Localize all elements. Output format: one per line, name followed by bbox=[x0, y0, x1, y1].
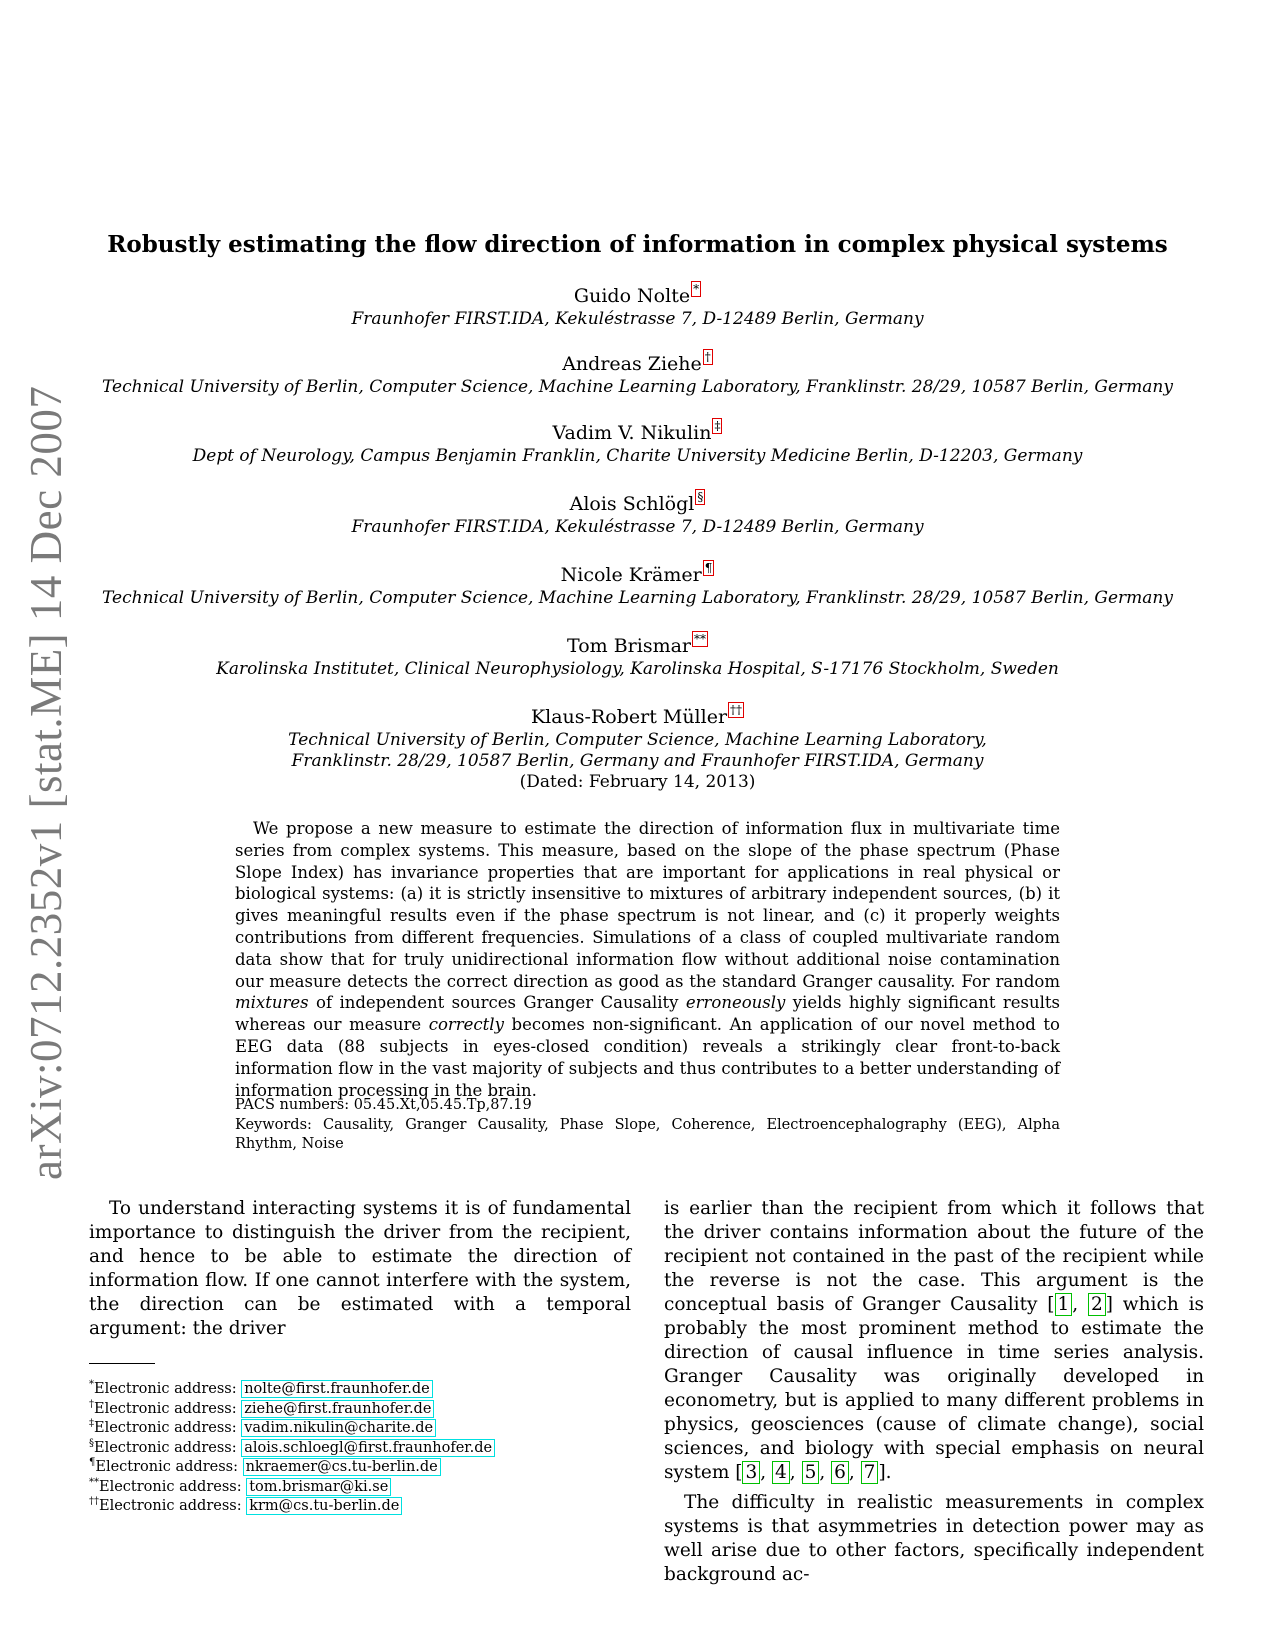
footnote: †Electronic address: ziehe@first.fraunhofer.de bbox=[89, 1400, 609, 1420]
arxiv-sidebar-stamp: arXiv:0712.2352v1 [stat.ME] 14 Dec 2007 bbox=[21, 385, 71, 1180]
body-left-column: To understand interacting systems it is of fundamental importance to distinguish the driver from the recipient, and hence to be able to estimate the direction of information flow. If one cannot interfere with the system, the direction can be estimated with a temporal argument: the driver bbox=[89, 1198, 631, 1339]
author-block bbox=[0, 351, 1275, 398]
author-block bbox=[0, 420, 1275, 467]
author-name: Tom Brismar ** bbox=[567, 632, 706, 657]
footnote: ¶Electronic address: nkraemer@cs.tu-berlin.de bbox=[89, 1458, 609, 1478]
body-paragraph: The difficulty in realistic measurements in complex systems is that asymmetries in detection power may as well arise due to other factors, specifically independent background ac- bbox=[664, 1492, 1204, 1585]
author-block bbox=[0, 562, 1275, 609]
email-link[interactable]: krm@cs.tu-berlin.de bbox=[246, 1497, 402, 1515]
footnotes bbox=[89, 1380, 609, 1517]
email-link[interactable]: vadim.nikulin@charite.de bbox=[241, 1419, 436, 1437]
pacs-keywords bbox=[235, 1096, 1060, 1155]
footnote-link[interactable]: § bbox=[697, 490, 704, 504]
pacs-numbers: PACS numbers: 05.45.Xt,05.45.Tp,87.19 bbox=[235, 1097, 532, 1113]
email-link[interactable]: tom.brismar@ki.se bbox=[246, 1478, 391, 1496]
footnote: ‡Electronic address: vadim.nikulin@charite.de bbox=[89, 1419, 609, 1439]
footnote-link[interactable]: †† bbox=[730, 703, 743, 717]
footnote-link[interactable]: * bbox=[693, 282, 700, 296]
footnote: ††Electronic address: krm@cs.tu-berlin.de bbox=[89, 1497, 609, 1517]
author-name: Guido Nolte * bbox=[573, 282, 700, 307]
paper-title: Robustly estimating the flow direction of information in complex physical systems bbox=[107, 231, 1168, 258]
citation-link[interactable]: 7 bbox=[861, 1461, 879, 1484]
citation-link[interactable]: 4 bbox=[772, 1461, 790, 1484]
email-link[interactable]: nolte@first.fraunhofer.de bbox=[241, 1380, 433, 1398]
footnote-link[interactable]: † bbox=[704, 350, 711, 364]
author-block bbox=[0, 633, 1275, 680]
author-block bbox=[0, 283, 1275, 330]
author-affiliation: Dept of Neurology, Campus Benjamin Franklin, Charite University Medicine Berlin, D-12203, Germany bbox=[192, 446, 1083, 466]
body-right-column bbox=[664, 1197, 1204, 1587]
author-name: Andreas Ziehe † bbox=[562, 350, 711, 375]
email-link[interactable]: alois.schloegl@first.fraunhofer.de bbox=[241, 1439, 495, 1457]
footnote-link[interactable]: ‡ bbox=[714, 419, 721, 433]
author-affiliation: Technical University of Berlin, Computer Science, Machine Learning Laboratory, Franklinstr. 28/29, 10587 Berlin, Germany bbox=[102, 588, 1173, 608]
citation-link[interactable]: 6 bbox=[831, 1461, 849, 1484]
author-block bbox=[0, 704, 1275, 793]
author-affiliation: Karolinska Institutet, Clinical Neurophysiology, Karolinska Hospital, S-17176 Stockholm, Sweden bbox=[216, 659, 1059, 679]
abstract: We propose a new measure to estimate the direction of information flux in multivariate time series from complex systems. This measure, based on the slope of the phase spectrum (Phase Slope Index) has invariance properties that are important for applications in real physical or biological systems: (a) it is strictly insensitive to mixtures of arbitrary independent sources, (b) it gives meaningful results even if the phase spectrum is not linear, and (c) it properly weights contributions from different frequencies. Simulations of a class of coupled multivariate random data show that for truly unidirectional information flow without additional noise contamination our measure detects the correct direction as good as the standard Granger causality. For random mixtures of independent sources Granger Causality erroneously yields highly significant results whereas our measure correctly becomes non-significant. An application of our novel method to EEG data (88 subjects in eyes-closed condition) reveals a strikingly clear front-to-back information flow in the vast majority of subjects and thus contributes to a better understanding of information processing in the brain. bbox=[235, 819, 1060, 1100]
email-link[interactable]: ziehe@first.fraunhofer.de bbox=[241, 1400, 434, 1418]
footnote: *Electronic address: nolte@first.fraunhofer.de bbox=[89, 1380, 609, 1400]
citation-link[interactable]: 1 bbox=[1055, 1293, 1073, 1316]
author-name: Vadim V. Nikulin ‡ bbox=[552, 419, 721, 444]
citation-link[interactable]: 5 bbox=[802, 1461, 820, 1484]
citation-link[interactable]: 2 bbox=[1088, 1293, 1106, 1316]
footnote: §Electronic address: alois.schloegl@first.fraunhofer.de bbox=[89, 1439, 609, 1459]
author-affiliation: Fraunhofer FIRST.IDA, Kekuléstrasse 7, D-12489 Berlin, Germany bbox=[351, 517, 924, 537]
author-affiliation: Fraunhofer FIRST.IDA, Kekuléstrasse 7, D-12489 Berlin, Germany bbox=[351, 309, 924, 329]
author-name: Nicole Krämer ¶ bbox=[560, 561, 713, 586]
footnote-link[interactable]: ** bbox=[694, 632, 706, 646]
dated-line: (Dated: February 14, 2013) bbox=[519, 772, 756, 792]
author-affiliation: Franklinstr. 28/29, 10587 Berlin, Germany and Fraunhofer FIRST.IDA, Germany bbox=[291, 751, 984, 771]
footnote-divider bbox=[89, 1363, 155, 1364]
citation-link[interactable]: 3 bbox=[742, 1461, 760, 1484]
author-name: Alois Schlögl § bbox=[569, 490, 704, 515]
author-name: Klaus-Robert Müller †† bbox=[530, 703, 743, 728]
keywords: Keywords: Causality, Granger Causality, Phase Slope, Coherence, Electroencephalography (EEG), Alpha Rhythm, Noise bbox=[235, 1116, 1060, 1152]
email-link[interactable]: nkraemer@cs.tu-berlin.de bbox=[243, 1458, 441, 1476]
footnote-link[interactable]: ¶ bbox=[704, 561, 713, 575]
footnote: **Electronic address: tom.brismar@ki.se bbox=[89, 1478, 609, 1498]
author-block bbox=[0, 491, 1275, 538]
body-paragraph: is earlier than the recipient from which it follows that the driver contains information about the future of the recipient not contained in the past of the recipient while the reverse is not the case. This argument is the conceptual basis of Granger Causality [ 1 , 2 ] which is probably the most prominent method to estimate the direction of causal influence in time series analysis. Granger Causality was originally developed in econometry, but is applied to many different problems in physics, geosciences (cause of climate change), social sciences, and biology with special emphasis on neural system [ 3 , 4 , 5 , 6 , 7 ]. bbox=[664, 1198, 1204, 1483]
author-affiliation: Technical University of Berlin, Computer Science, Machine Learning Laboratory, bbox=[288, 730, 987, 750]
author-affiliation: Technical University of Berlin, Computer Science, Machine Learning Laboratory, Franklinstr. 28/29, 10587 Berlin, Germany bbox=[102, 377, 1173, 397]
